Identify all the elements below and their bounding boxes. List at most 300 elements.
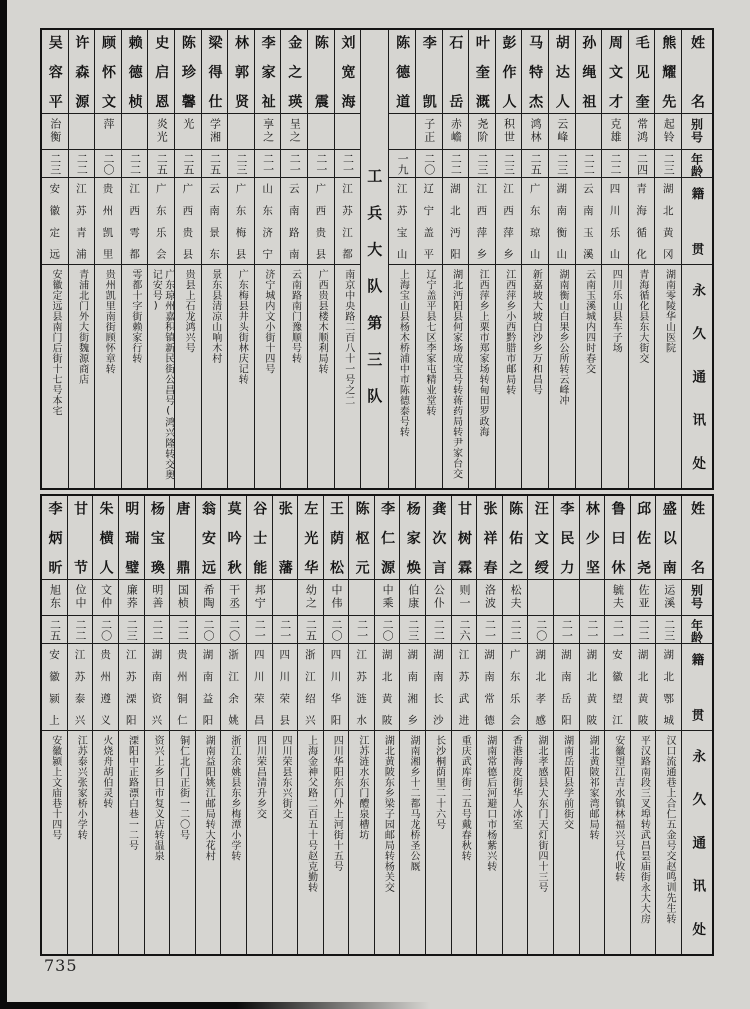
age-cell — [549, 150, 575, 178]
name-text: 陈德道 — [394, 35, 411, 108]
address-text: 湖北孝感县大东门天灯街四十三号 — [535, 735, 547, 893]
name-text: 彭作人 — [500, 35, 517, 108]
native-cell — [281, 178, 307, 265]
age-cell — [175, 150, 201, 178]
address-cell — [375, 731, 400, 954]
alias-cell — [426, 580, 451, 616]
person-column — [334, 30, 361, 488]
name-cell — [93, 496, 118, 580]
name-cell — [477, 496, 502, 580]
address-cell — [656, 731, 681, 954]
native-text: 湖北黄陂 — [636, 649, 649, 725]
name-text: 陈佑之 — [507, 501, 524, 574]
name-cell — [247, 496, 272, 580]
native-cell — [335, 178, 361, 265]
address-cell — [629, 265, 655, 488]
name-text: 顾怀文 — [100, 35, 116, 108]
name-cell — [503, 496, 528, 580]
alias-text: 干丞 — [227, 584, 241, 610]
age-cell — [503, 616, 528, 644]
age-cell — [145, 616, 170, 644]
age-text: 二一 — [355, 619, 369, 641]
native-text: 湖北沔阳 — [448, 183, 461, 259]
address-cell — [324, 731, 349, 954]
native-cell — [496, 178, 522, 265]
name-cell — [522, 30, 548, 114]
alias-cell — [477, 580, 502, 616]
person-column — [42, 496, 67, 954]
alias-cell — [175, 114, 201, 150]
address-cell — [416, 265, 442, 488]
person-column — [42, 30, 68, 488]
age-text: 二三 — [406, 619, 420, 641]
native-cell — [122, 178, 148, 265]
age-text: 二一 — [314, 153, 328, 175]
alias-text: 位中 — [74, 584, 88, 610]
field-label-age — [682, 150, 712, 178]
alias-cell — [93, 580, 118, 616]
native-cell — [477, 644, 502, 731]
name-text: 杨家焕 — [404, 501, 421, 574]
address-cell — [631, 731, 656, 954]
native-cell — [400, 644, 425, 731]
name-text: 刘宽海 — [339, 35, 356, 108]
age-cell — [389, 150, 415, 178]
alias-cell — [452, 580, 477, 616]
name-text: 鲁曰休 — [609, 501, 626, 574]
age-cell — [528, 616, 553, 644]
native-cell — [273, 644, 298, 731]
name-text: 孙绳祖 — [580, 35, 597, 108]
age-text: 二六 — [457, 619, 471, 641]
native-cell — [196, 644, 221, 731]
native-text: 江西萍乡 — [502, 183, 515, 259]
native-text: 湖南衡山 — [555, 183, 568, 259]
person-column — [92, 496, 118, 954]
native-cell — [148, 178, 174, 265]
native-cell — [549, 178, 575, 265]
address-cell — [202, 265, 228, 488]
age-cell — [122, 150, 148, 178]
native-cell — [580, 644, 605, 731]
age-cell — [576, 150, 602, 178]
alias-cell — [148, 114, 174, 150]
address-text: 湖南零陵华山医院 — [663, 269, 675, 353]
name-cell — [656, 496, 681, 580]
name-cell — [469, 30, 495, 114]
alias-cell — [576, 114, 602, 150]
address-text: 青海循化县东大街交 — [636, 269, 648, 364]
native-text: 江西萍乡 — [475, 183, 488, 259]
age-text: 二三 — [235, 153, 249, 175]
age-text: 二一 — [253, 619, 267, 641]
native-text: 江苏青浦 — [74, 183, 87, 259]
address-cell — [605, 731, 630, 954]
alias-cell — [69, 114, 95, 150]
address-text: 湖南常德后河避口市杨紫兴转 — [484, 735, 496, 872]
age-cell — [335, 150, 361, 178]
register-table-bottom — [40, 494, 714, 956]
name-text: 甘节 — [72, 501, 89, 574]
alias-text: 毓夫 — [611, 584, 625, 610]
person-column — [655, 496, 681, 954]
address-text: 江西萍乡小西黔腊市邮局转 — [503, 269, 515, 395]
native-text: 湖北黄冈 — [661, 183, 674, 259]
field-label-address — [682, 265, 712, 488]
name-text: 吴容平 — [46, 35, 63, 108]
age-text: 一九 — [396, 153, 410, 175]
person-column — [272, 496, 298, 954]
address-text: 长沙桐荫里二十六号 — [433, 735, 445, 830]
alias-text: 赤嶦 — [449, 118, 463, 144]
native-cell — [426, 644, 451, 731]
field-label-text: 籍贯 — [690, 653, 705, 721]
alias-text: 佐亚 — [637, 584, 651, 610]
alias-cell — [554, 580, 579, 616]
alias-cell — [656, 580, 681, 616]
native-cell — [528, 644, 553, 731]
native-text: 四川乐山 — [608, 183, 621, 259]
native-text: 湖南资兴 — [150, 649, 163, 725]
alias-cell — [95, 114, 121, 150]
age-cell — [631, 616, 656, 644]
native-cell — [202, 178, 228, 265]
name-cell — [145, 496, 170, 580]
name-text: 谷士能 — [251, 501, 268, 574]
address-cell — [95, 265, 121, 488]
age-text: 二一 — [483, 619, 497, 641]
age-text: 二一 — [261, 153, 275, 175]
native-text: 安徽望江 — [611, 649, 624, 725]
name-text: 陈珍馨 — [179, 35, 196, 108]
native-text: 湖北孝感 — [534, 649, 547, 725]
alias-cell — [443, 114, 469, 150]
age-text: 二一 — [288, 153, 302, 175]
native-cell — [602, 178, 628, 265]
alias-text: 松夫 — [509, 584, 523, 610]
field-label-text: 籍贯 — [690, 187, 705, 255]
address-text: 铜仁北门正街一二〇号 — [177, 735, 189, 840]
name-cell — [631, 496, 656, 580]
native-text: 广西贵县 — [314, 183, 327, 259]
age-text: 二五 — [529, 153, 543, 175]
alias-cell — [273, 580, 298, 616]
age-cell — [375, 616, 400, 644]
age-text: 二二 — [432, 619, 446, 641]
name-text: 朱横人 — [97, 501, 114, 574]
alias-text: 廉荞 — [125, 584, 139, 610]
age-cell — [69, 150, 95, 178]
age-text: 二一 — [585, 619, 599, 641]
address-cell — [148, 265, 174, 488]
person-column — [169, 496, 195, 954]
native-cell — [443, 178, 469, 265]
native-cell — [247, 644, 272, 731]
age-text: 二二 — [74, 619, 88, 641]
age-cell — [308, 150, 334, 178]
age-cell — [42, 150, 68, 178]
name-text: 石岳 — [447, 35, 464, 108]
age-cell — [247, 616, 272, 644]
age-cell — [298, 616, 323, 644]
person-column — [144, 496, 170, 954]
native-cell — [503, 644, 528, 731]
address-cell — [522, 265, 548, 488]
alias-cell — [469, 114, 495, 150]
address-text: 江西萍乡上栗市郑家场转甸田罗政海 — [477, 269, 489, 437]
age-cell — [221, 616, 246, 644]
alias-cell — [631, 580, 656, 616]
age-text: 二〇 — [329, 619, 343, 641]
native-cell — [656, 644, 681, 731]
age-text: 二三 — [555, 153, 569, 175]
alias-text: 洛波 — [483, 584, 497, 610]
age-cell — [400, 616, 425, 644]
alias-text: 邦宁 — [253, 584, 267, 610]
name-cell — [175, 30, 201, 114]
address-cell — [122, 265, 148, 488]
address-cell — [576, 265, 602, 488]
age-text: 二二 — [75, 153, 89, 175]
name-text: 翁安远 — [200, 501, 217, 574]
alias-text: 幼之 — [304, 584, 318, 610]
native-text: 贵州遵义 — [99, 649, 112, 725]
name-cell — [349, 496, 374, 580]
field-label-text: 永久通讯处 — [689, 283, 706, 470]
name-cell — [580, 496, 605, 580]
address-text: 广东梅县井头街林庆记转 — [236, 269, 248, 385]
name-text: 唐鼎 — [174, 501, 191, 574]
native-cell — [324, 644, 349, 731]
age-cell — [119, 616, 144, 644]
name-text: 李民力 — [558, 501, 575, 574]
address-text: 辽宁盖平县七区李家屯精业堂转 — [423, 269, 435, 416]
address-text: 安徽颍上文庙巷十四号 — [49, 735, 61, 840]
alias-cell — [416, 114, 442, 150]
native-text: 湖北黄陂 — [380, 649, 393, 725]
address-cell — [68, 731, 93, 954]
person-column — [307, 30, 334, 488]
field-label-address — [682, 731, 712, 954]
address-cell — [42, 265, 68, 488]
native-text: 广西贵县 — [181, 183, 194, 259]
person-column — [630, 496, 656, 954]
name-cell — [576, 30, 602, 114]
name-text: 周文才 — [606, 35, 623, 108]
address-text: 上海金神父路二百五十号赵克勤转 — [305, 735, 317, 893]
age-cell — [93, 616, 118, 644]
person-column — [468, 30, 495, 488]
alias-cell — [42, 580, 67, 616]
age-text: 二二 — [509, 619, 523, 641]
address-text: 安徽定远县南门后街十七号本宅 — [50, 269, 62, 416]
name-text: 林少坚 — [583, 501, 600, 574]
name-cell — [554, 496, 579, 580]
name-cell — [95, 30, 121, 114]
native-cell — [416, 178, 442, 265]
person-column — [323, 496, 349, 954]
register-table-top — [40, 28, 714, 490]
native-cell — [308, 178, 334, 265]
name-text: 李炳昕 — [46, 501, 63, 574]
address-text: 湖北黄陂祁家湾邮局转 — [587, 735, 599, 840]
alias-cell — [400, 580, 425, 616]
native-cell — [631, 644, 656, 731]
native-cell — [221, 644, 246, 731]
name-text: 毛见奎 — [633, 35, 650, 108]
address-cell — [549, 265, 575, 488]
name-text: 汪文绶 — [532, 501, 549, 574]
alias-cell — [602, 114, 628, 150]
name-text: 盛以南 — [660, 501, 677, 574]
native-cell — [170, 644, 195, 731]
field-label-name — [682, 496, 712, 580]
age-text: 二一 — [341, 153, 355, 175]
native-cell — [119, 644, 144, 731]
address-text: 平汉路南段三叉埠转武昌昙庙街永大大房 — [638, 735, 650, 924]
person-column — [68, 30, 95, 488]
native-cell — [522, 178, 548, 265]
address-cell — [93, 731, 118, 954]
alias-text: 国桢 — [176, 584, 190, 610]
address-cell — [247, 731, 272, 954]
address-text: 湖南衡山白果乡公所转云峰冲 — [557, 269, 568, 406]
name-text: 张藩 — [276, 501, 293, 574]
native-text: 云南路南 — [287, 183, 300, 259]
address-cell — [119, 731, 144, 954]
address-cell — [255, 265, 281, 488]
address-cell — [273, 731, 298, 954]
person-column — [174, 30, 201, 488]
age-text: 二三 — [662, 619, 676, 641]
address-text: 香港海皮街华人冰室 — [510, 735, 522, 830]
address-text: 湖南益阳姚江邮局转大花村 — [203, 735, 215, 861]
native-cell — [69, 178, 95, 265]
name-cell — [119, 496, 144, 580]
age-cell — [629, 150, 655, 178]
person-column — [67, 496, 93, 954]
address-text: 济宁城内文小街十四号 — [262, 269, 274, 374]
name-text: 叶奎溉 — [473, 35, 490, 108]
alias-cell — [221, 580, 246, 616]
age-cell — [273, 616, 298, 644]
alias-text: 伯康 — [406, 584, 420, 610]
address-cell — [477, 731, 502, 954]
address-text: 贵县上石龙鸿兴号 — [183, 269, 195, 353]
field-label-native — [682, 644, 712, 731]
native-text: 浙江余姚 — [227, 649, 240, 725]
age-text: 二〇 — [227, 619, 241, 641]
person-column — [118, 496, 144, 954]
name-cell — [452, 496, 477, 580]
name-cell — [400, 496, 425, 580]
person-column — [604, 496, 630, 954]
alias-cell — [335, 114, 361, 150]
person-column — [388, 30, 415, 488]
alias-text: 运溪 — [662, 584, 676, 610]
alias-text: 克雄 — [608, 118, 622, 144]
name-text: 龚次言 — [430, 501, 447, 574]
age-cell — [202, 150, 228, 178]
age-cell — [469, 150, 495, 178]
alias-cell — [145, 580, 170, 616]
person-column — [628, 30, 655, 488]
name-text: 赖德桢 — [126, 35, 143, 108]
native-cell — [375, 644, 400, 731]
age-text: 二三 — [662, 153, 676, 175]
age-text: 二五 — [155, 153, 169, 175]
person-column — [579, 496, 605, 954]
address-cell — [452, 731, 477, 954]
address-text: 云南玉溪城内四时春交 — [583, 269, 595, 374]
alias-cell — [580, 580, 605, 616]
native-text: 云南景东 — [207, 183, 220, 259]
alias-cell — [308, 114, 334, 150]
person-column — [548, 30, 575, 488]
address-cell — [196, 731, 221, 954]
alias-text: 鸿林 — [529, 118, 543, 144]
age-cell — [522, 150, 548, 178]
age-cell — [443, 150, 469, 178]
alias-text: 中伟 — [329, 584, 343, 610]
address-text: 江苏涟水东门醴泉槽坊 — [356, 735, 368, 840]
age-text: 二三 — [48, 153, 62, 175]
age-text: 二二 — [449, 153, 463, 175]
address-text: 湖北黄陂东乡梁子园邮局转杨关交 — [382, 735, 394, 893]
native-text: 江苏泰兴 — [73, 649, 86, 725]
name-text: 王荫松 — [327, 501, 344, 574]
name-cell — [528, 496, 553, 580]
native-text: 江苏溧阳 — [124, 649, 137, 725]
address-text: 广东琼州嘉积镇新民街公昌号(鸿兴隆转交奥记安号) — [150, 269, 174, 480]
alias-text: 中乘 — [381, 584, 395, 610]
name-cell — [202, 30, 228, 114]
native-text: 青海循化 — [635, 183, 648, 259]
name-text: 左光华 — [302, 501, 319, 574]
alias-cell — [528, 580, 553, 616]
name-cell — [335, 30, 361, 114]
native-text: 广东乐会 — [508, 649, 521, 725]
person-column — [553, 496, 579, 954]
page-number: 735 — [44, 956, 78, 975]
name-cell — [389, 30, 415, 114]
address-cell — [42, 731, 67, 954]
name-text: 甘树霖 — [455, 501, 472, 574]
name-text: 史启恩 — [153, 35, 170, 108]
name-text: 陈震 — [312, 35, 329, 108]
scan-edge-bottom — [0, 1002, 430, 1009]
alias-text: 常鸿 — [635, 118, 649, 144]
address-cell — [175, 265, 201, 488]
field-label-text: 年龄 — [689, 153, 704, 177]
address-text: 贵州凯里南街顾怀章转 — [103, 269, 115, 374]
alias-text: 起铃 — [662, 118, 676, 144]
name-cell — [375, 496, 400, 580]
age-cell — [281, 150, 307, 178]
age-text: 二二 — [637, 619, 651, 641]
address-text: 四川荣昌清升乡交 — [254, 735, 266, 819]
address-text: 湖南岳阳县学前街交 — [561, 735, 573, 830]
field-label-text: 永久通讯处 — [689, 749, 706, 936]
name-cell — [42, 30, 68, 114]
age-cell — [148, 150, 174, 178]
address-text: 四川华阳东门外上河街十五号 — [331, 735, 343, 872]
person-column — [476, 496, 502, 954]
person-column — [201, 30, 228, 488]
person-column — [654, 30, 681, 488]
age-cell — [196, 616, 221, 644]
address-text: 新嘉坡大坡白沙乡万和昌号 — [530, 269, 542, 395]
